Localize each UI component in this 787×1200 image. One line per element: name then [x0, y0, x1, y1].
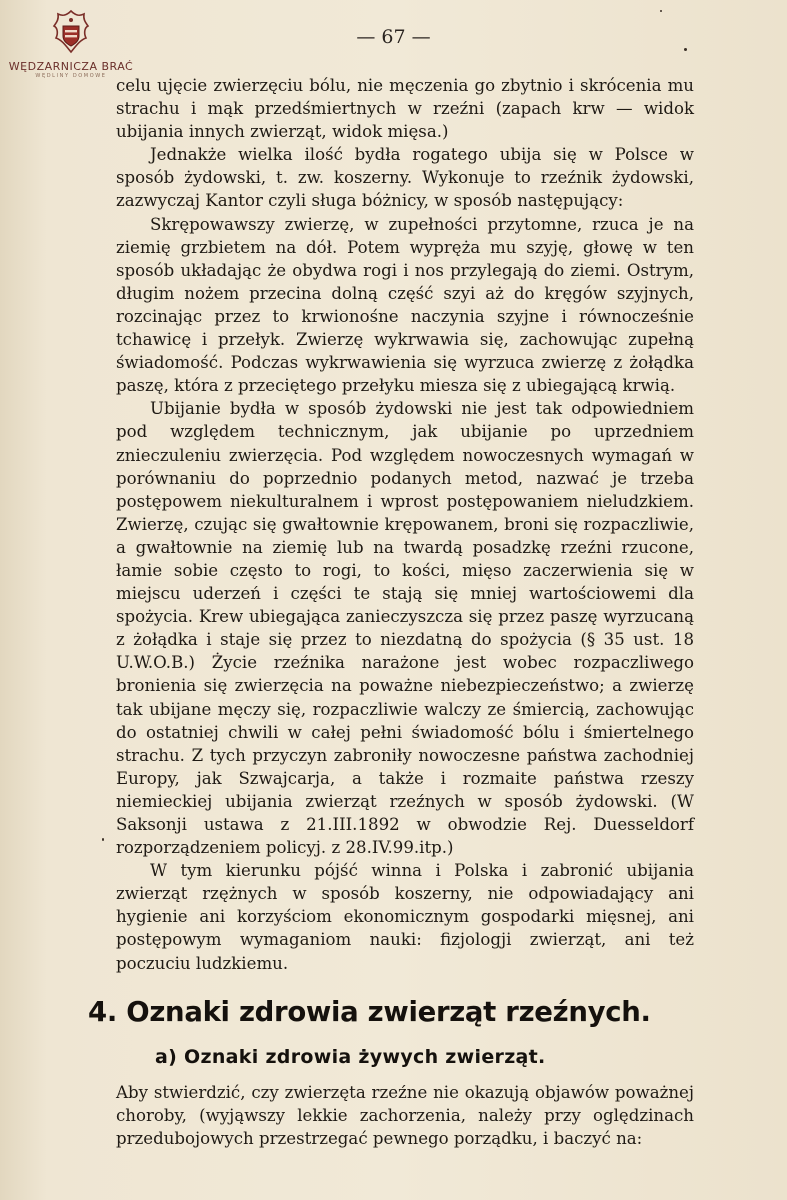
print-speck — [660, 10, 662, 12]
section-heading: 4. Oznaki zdrowia zwierząt rzeźnych. — [88, 996, 651, 1028]
subsection-heading: a) Oznaki zdrowia żywych zwierząt. — [155, 1046, 546, 1068]
paragraph: Skrępowawszy zwierzę, w zupełności przytomne, rzuca je na ziemię grzbietem na dół. Potem wypręża mu szyję, głowę w ten sposób układając że obydwa rogi i nos przylegają do ziemi. Ostrym, długim nożem przecina dolną część szyi aż do kręgów szyjnych, rozcinając przez to krwionośne naczynia szyjne i równocześnie tchawicę i przełyk. Zwierzę wykrwawia się, zachowując zupełną świadomość. Podczas wykrwawienia się wyrzuca zwierzę z żołądka paszę, która z przeciętego przełyku miesza się z ubiegającą krwią. — [116, 214, 694, 396]
paragraph: Jednakże wielka ilość bydła rogatego ubija się w Polsce w sposób żydowski, t. zw. koszerny. Wykonuje to rzeźnik żydowski, zazwyczaj Kantor czyli sługa bóżnicy, w sposób następujący: — [116, 145, 694, 211]
body-text — [116, 74, 694, 975]
page-number: — 67 — — [356, 26, 431, 48]
paragraph: Ubijanie bydła w sposób żydowski nie jest tak odpowiedniem pod względem technicznym, jak ubijanie po uprzedniem znieczuleniu zwierzęcia. Pod względem nowoczesnych wymagań w porównaniu do poprzednio podanych metod, nazwać je trzeba postępowem niekulturalnem i wprost postępowaniem nieludzkiem. Zwierzę, czując się gwałtownie krępowanem, broni się rozpaczliwie, a gwałtownie na ziemię lub na twardą posadzkę rzeźni rzucone, łamie sobie często to rogi, to kości, mięso zaczerwienia się w miejscu uderzeń i części te stają się mniej wartościowemi dla spożycia. Krew ubiegająca zanieczyszcza się przez paszę wyrzucaną z żołądka i staje się przez to niezdatną do spożycia (§ 35 ust. 18 U.W.O.B.) Życie rzeźnika narażone jest wobec rozpaczliwego bronienia się zwierzęcia na poważne niebezpieczeństwo; a zwierzę tak ubijane męczy się, rozpaczliwie walczy ze śmiercią, zachowując do ostatniej chwili w całej pełni świadomość bólu i śmiertelnego strachu. Z tych przyczyn zabroniły nowoczesne państwa zachodniej Europy, jak Szwajcarja, a także i rozmaite państwa rzeszy niemieckiej ubijania zwierząt rzeźnych w sposób żydowski. (W Saksonji ustawa z 21.III.1892 w obwodzie Rej. Duesseldorf rozporządzeniem policyj. z 28.IV.99.itp.) — [116, 399, 694, 858]
paragraph: Aby stwierdzić, czy zwierzęta rzeźne nie okazują objawów poważnej choroby, (wyjąwszy lekkie zachorzenia, należy przy oględzinach przedubojowych przestrzegać pewnego porządku, i baczyć na: — [116, 1083, 694, 1149]
watermark-name: WĘDZARNICZA BRAĆ — [8, 60, 134, 73]
print-speck — [684, 48, 687, 51]
print-speck — [102, 838, 104, 841]
paragraph: celu ujęcie zwierzęciu bólu, nie męczenia go zbytnio i skrócenia mu strachu i mąk przedśmiertnych w rzeźni (zapach krw — widok ubijania innych zwierząt, widok mięsa.) — [116, 76, 694, 142]
closing-text — [116, 1081, 694, 1150]
watermark-subtitle: WĘDLINY DOMOWE — [35, 73, 107, 79]
paragraph: W tym kierunku pójść winna i Polska i zabronić ubijania zwierząt rzężnych w sposób koszerny, nie odpowiadający ani hygienie ani korzyściom ekonomicznym gospodarki mięsnej, ani postępowym wymaganiom nauki: fizjologji zwierząt, ani też poczuciu ludzkiemu. — [116, 861, 694, 973]
